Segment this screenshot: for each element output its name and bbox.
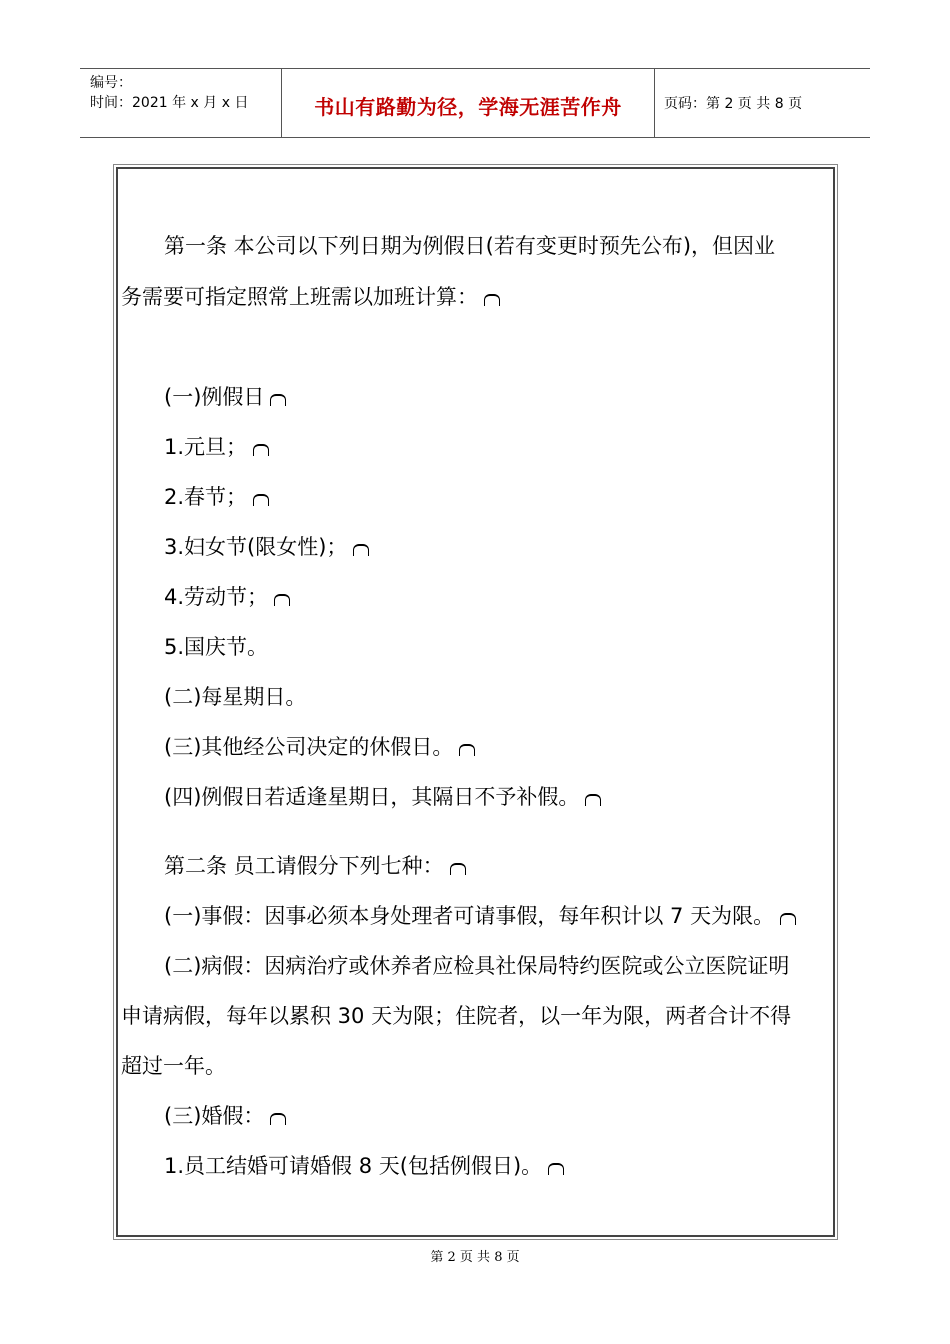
paragraph-line: 5.国庆节。	[164, 635, 269, 659]
paragraph-line: 1.员工结婚可请婚假 8 天(包括例假日)。	[164, 1151, 564, 1181]
paragraph-mark-icon	[459, 744, 475, 756]
page-footer	[0, 1246, 950, 1265]
time-label: 时间：2021 年 x 月 x 日	[90, 95, 249, 111]
paragraph-mark-icon	[780, 913, 796, 925]
number-label: 编号：	[90, 75, 132, 91]
header-divider	[654, 69, 655, 137]
paragraph-line: (三)其他经公司决定的休假日。	[164, 732, 475, 762]
paragraph-mark-icon	[253, 444, 269, 456]
document-header	[80, 68, 870, 138]
paragraph-mark-icon	[484, 294, 500, 306]
paragraph-line: 2.春节；	[164, 482, 269, 512]
footer-page-number: 第 2 页 共 8 页	[430, 1250, 520, 1265]
paragraph-line: 务需要可指定照常上班需以加班计算：	[121, 282, 500, 312]
paragraph-line: 超过一年。	[121, 1054, 226, 1078]
paragraph-line: (一)例假日	[164, 382, 286, 412]
paragraph-line: (一)事假：因事必须本身处理者可请事假，每年积计以 7 天为限。	[164, 901, 796, 931]
header-meta	[90, 73, 248, 113]
paragraph-mark-icon	[270, 394, 286, 406]
paragraph-line: (二)病假：因病治疗或休养者应检具社保局特约医院或公立医院证明	[164, 954, 790, 978]
paragraph-line: 3.妇女节(限女性)；	[164, 532, 369, 562]
paragraph-line: (三)婚假：	[164, 1101, 286, 1131]
paragraph-mark-icon	[450, 863, 466, 875]
paragraph-mark-icon	[270, 1113, 286, 1125]
paragraph-line: 申请病假，每年以累积 30 天为限；住院者，以一年为限，两者合计不得	[121, 1004, 792, 1028]
paragraph-line: (四)例假日若适逢星期日，其隔日不予补假。	[164, 782, 601, 812]
paragraph-line: 第二条 员工请假分下列七种：	[164, 851, 466, 881]
paragraph-line: (二)每星期日。	[164, 685, 307, 709]
header-page-info: 页码：第 2 页 共 8 页	[664, 96, 803, 112]
paragraph-mark-icon	[253, 494, 269, 506]
header-motto: 书山有路勤为径，学海无涯苦作舟	[314, 95, 622, 119]
paragraph-line: 1.元旦；	[164, 432, 269, 462]
paragraph-mark-icon	[548, 1163, 564, 1175]
paragraph-line: 第一条 本公司以下列日期为例假日(若有变更时预先公布)，但因业	[164, 234, 776, 258]
paragraph-line: 4.劳动节；	[164, 582, 290, 612]
paragraph-mark-icon	[274, 594, 290, 606]
content-frame	[116, 167, 835, 1237]
paragraph-mark-icon	[585, 794, 601, 806]
paragraph-mark-icon	[353, 544, 369, 556]
